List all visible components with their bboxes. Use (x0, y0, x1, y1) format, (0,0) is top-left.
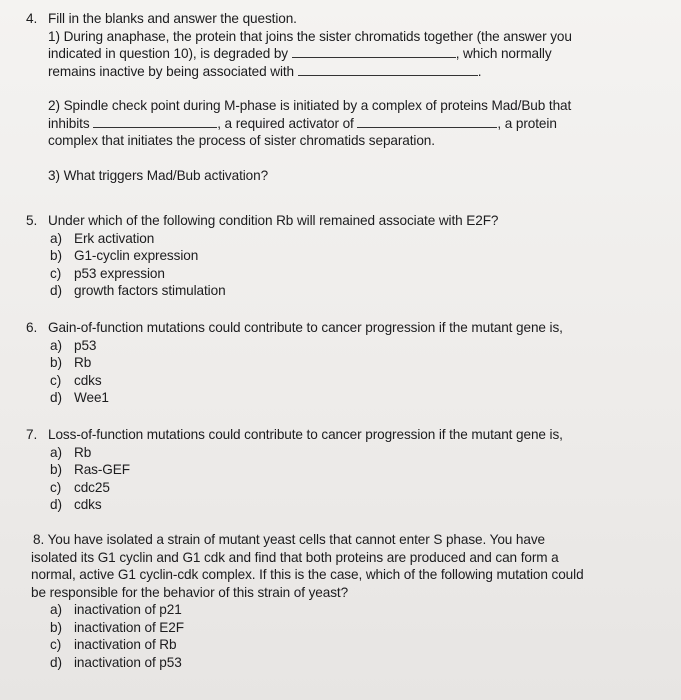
question-text: 8. You have isolated a strain of mutant yeast cells that cannot enter S phase. You have (33, 532, 545, 547)
question-text: inhibits (48, 115, 90, 131)
question-text: normal, active G1 cyclin-cdk complex. If this is the case, which of the following mutation could (31, 567, 584, 582)
option-b[interactable]: b) Ras-GEF (50, 462, 130, 477)
option-d[interactable]: d) growth factors stimulation (50, 283, 226, 298)
question-number: 6. (26, 320, 38, 335)
option-b[interactable]: b) G1-cyclin expression (50, 248, 199, 263)
question-text: indicated in question 10), is degraded by (48, 46, 288, 61)
option-b[interactable]: b) inactivation of E2F (50, 619, 184, 635)
option-d[interactable]: d) Wee1 (50, 390, 109, 405)
option-c[interactable]: c) inactivation of Rb (50, 637, 177, 652)
option-a[interactable]: a) inactivation of p21 (50, 602, 182, 617)
option-d[interactable]: d) inactivation of p53 (50, 654, 182, 670)
question-text: be responsible for the behavior of this strain of yeast? (31, 584, 349, 600)
question-text: , which normally (455, 46, 552, 61)
question-5 (0, 212, 681, 300)
question-6 (0, 319, 681, 407)
question-text: 2) Spindle check point during M-phase is initiated by a complex of proteins Mad/Bub that (48, 98, 572, 113)
question-text: 3) What triggers Mad/Bub activation? (48, 167, 269, 183)
option-d[interactable]: d) cdks (50, 497, 102, 512)
question-text: , a protein (497, 115, 557, 131)
question-number: 5. (26, 213, 38, 228)
question-title: Fill in the blanks and answer the question. (48, 11, 297, 26)
period: . (477, 63, 482, 79)
option-b[interactable]: b) Rb (50, 355, 92, 370)
option-a[interactable]: a) Rb (50, 444, 92, 460)
question-number: 4. (26, 11, 38, 26)
answer-blank[interactable] (93, 115, 217, 128)
question-number: 7. (26, 427, 38, 442)
question-text: isolated its G1 cyclin and G1 cdk and find that both proteins are produced and can form a (31, 549, 559, 565)
answer-blank[interactable] (357, 115, 497, 128)
question-7 (0, 426, 681, 514)
question-text: , a required activator of (217, 115, 354, 131)
question-4 (0, 10, 681, 184)
question-text: Under which of the following condition Rb will remained associate with E2F? (48, 213, 499, 228)
question-text: complex that initiates the process of sister chromatids separation. (48, 133, 435, 148)
question-text: Loss-of-function mutations could contribute to cancer progression if the mutant gene is, (48, 427, 563, 442)
answer-blank[interactable] (292, 45, 456, 58)
option-a[interactable]: a) p53 (50, 337, 97, 353)
question-text: 1) During anaphase, the protein that joins the sister chromatids together (the answer you (48, 28, 572, 44)
option-a[interactable]: a) Erk activation (50, 230, 155, 246)
option-c[interactable]: c) cdks (50, 372, 102, 388)
question-8 (0, 531, 681, 671)
option-c[interactable]: c) p53 expression (50, 265, 165, 281)
answer-blank[interactable] (298, 63, 478, 76)
question-text: remains inactive by being associated with (48, 63, 295, 79)
question-text: Gain-of-function mutations could contribute to cancer progression if the mutant gene is, (48, 320, 563, 335)
option-c[interactable]: c) cdc25 (50, 479, 110, 495)
